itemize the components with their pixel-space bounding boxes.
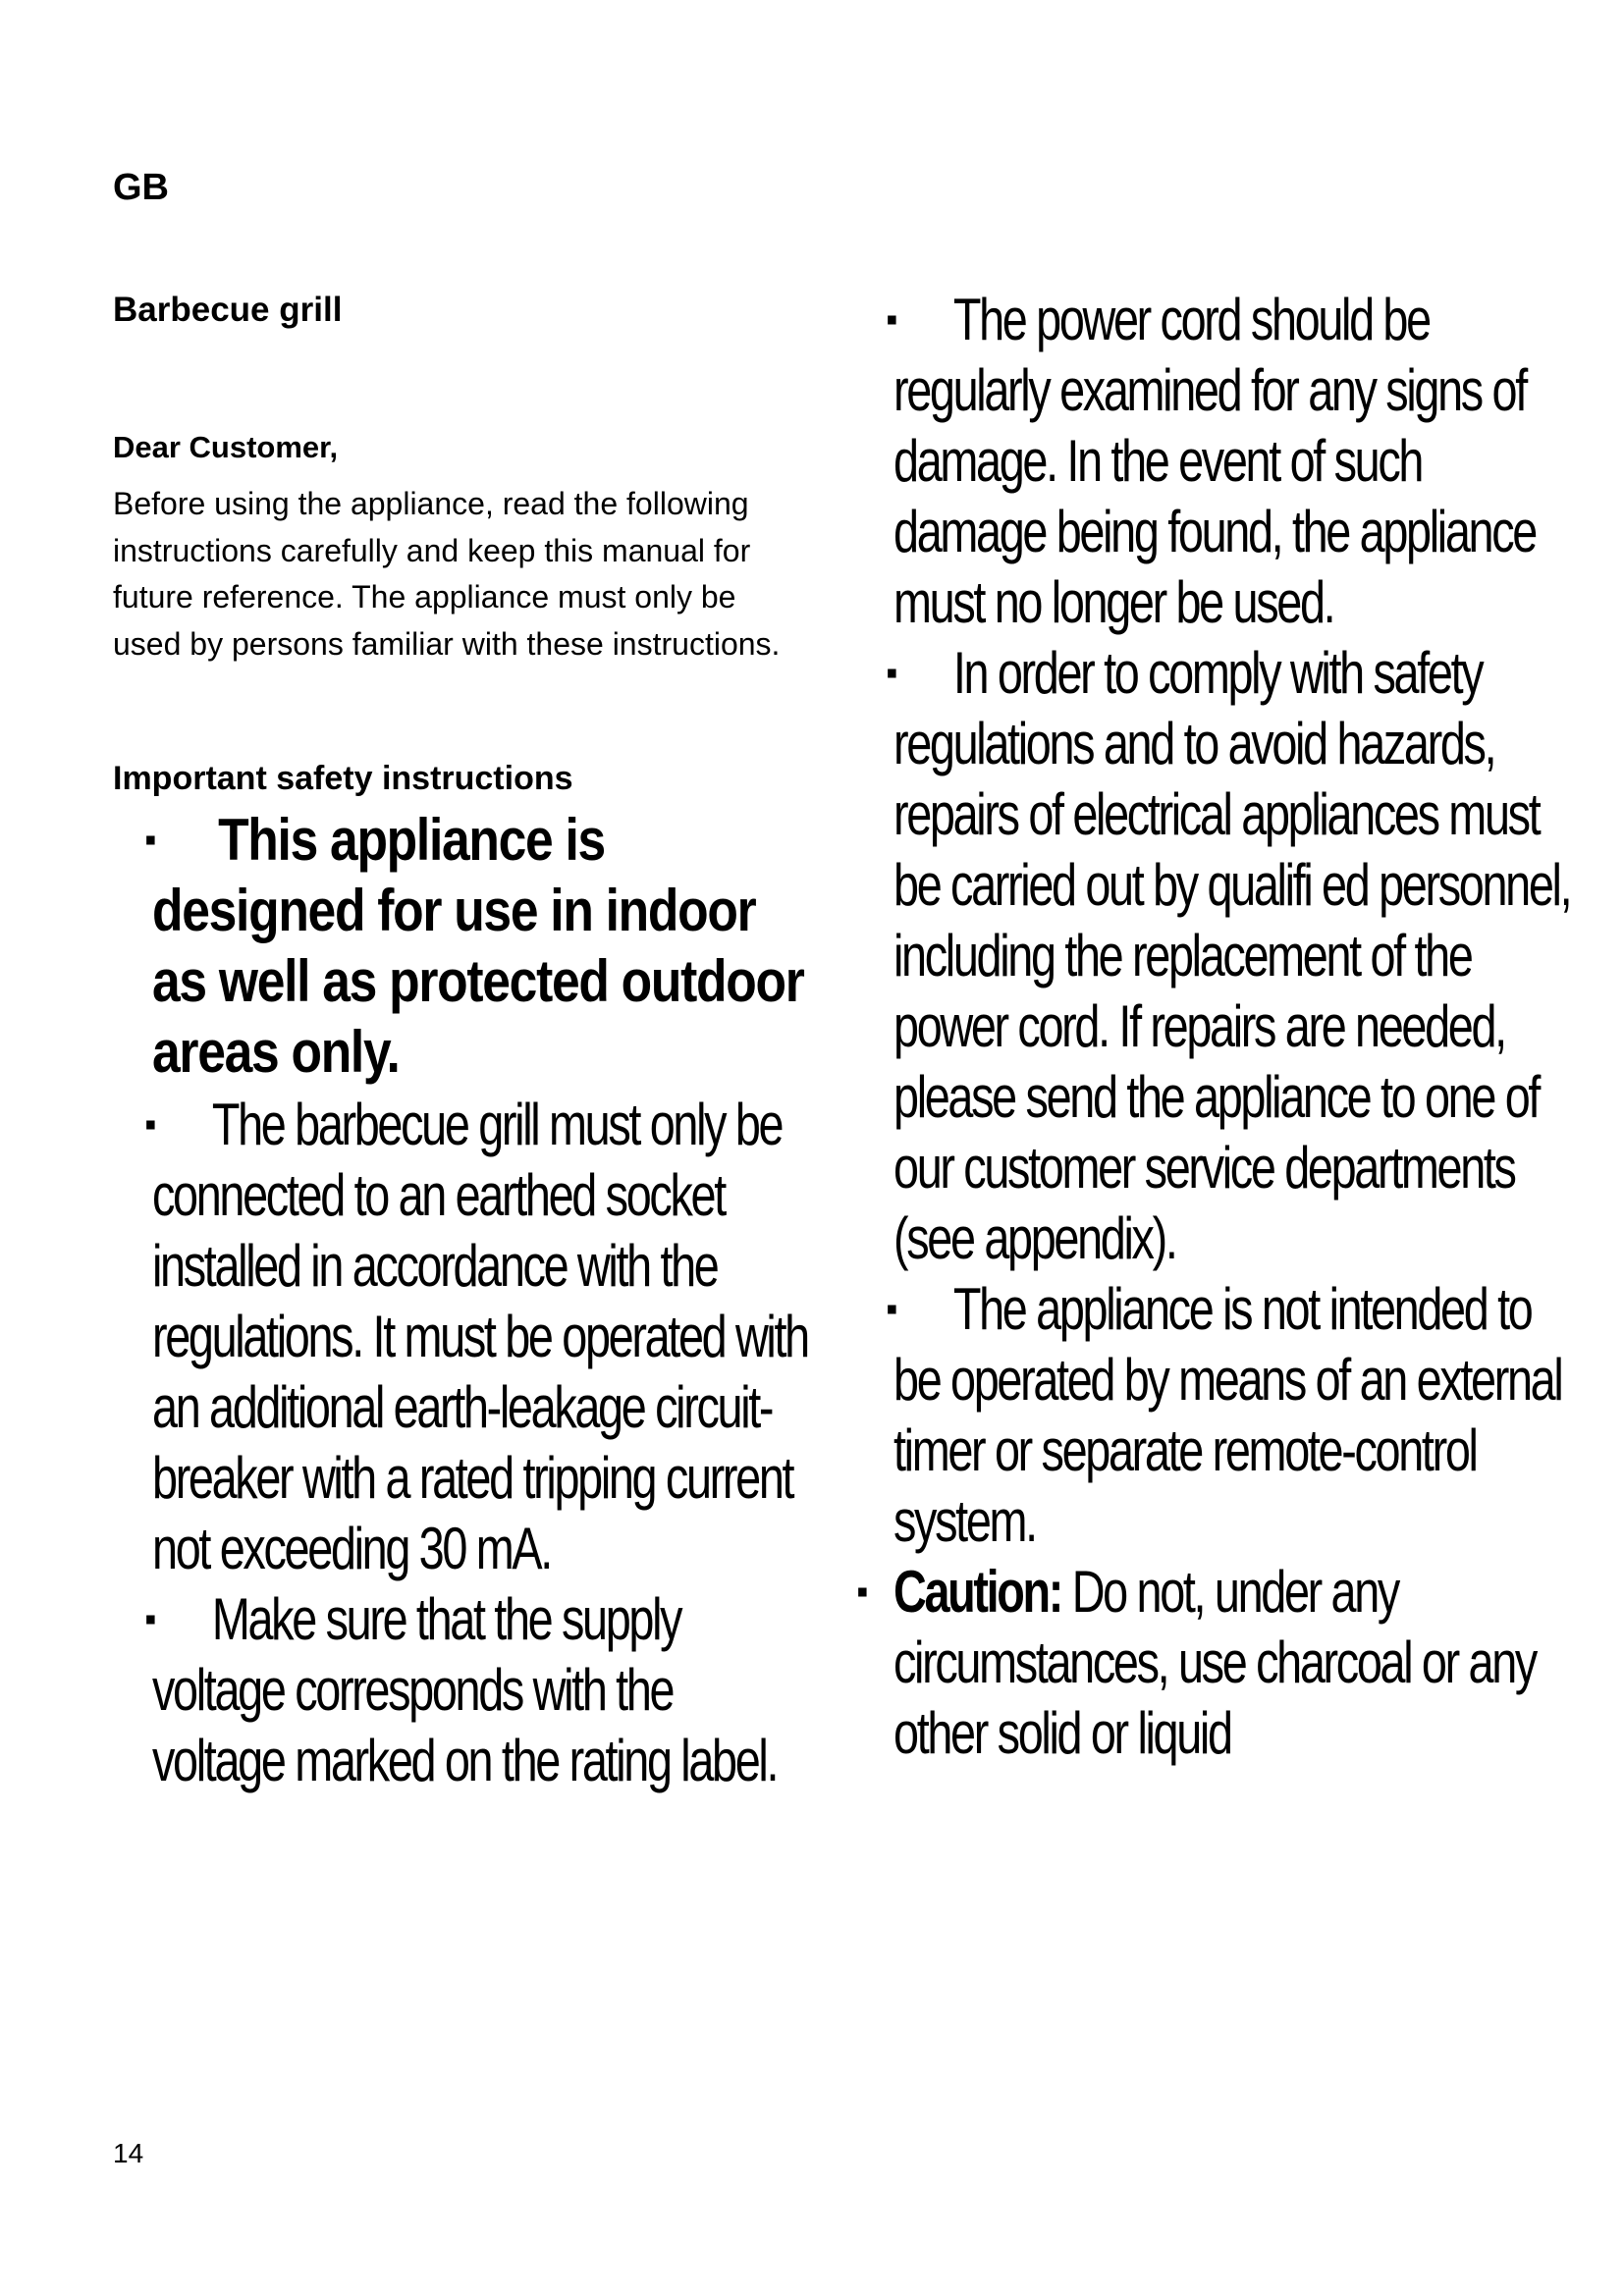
safety-item: [884, 285, 1581, 638]
bullet-icon: ·: [142, 1092, 162, 1157]
language-code: GB: [113, 167, 169, 208]
safety-item-text: Do not, under any circumstances, use charcoal or any other solid or liquid: [893, 1559, 1536, 1766]
bullet-icon: ·: [884, 287, 903, 352]
safety-item-text: The appliance is not intended to be operated by means of an external timer or separate remote-control system.: [893, 1276, 1562, 1554]
bullet-icon: ·: [884, 640, 903, 706]
safety-column-left: [142, 805, 810, 1796]
page-title: Barbecue grill: [113, 291, 343, 329]
safety-item-text: In order to comply with safety regulations and to avoid hazards, repairs of electrical appliances must be carried out by qualifi ed personnel, including the replacement of the power cord. If repairs are needed, please send the appliance to one of our customer service departments (see appendix).: [893, 640, 1571, 1271]
bullet-icon: ·: [854, 1559, 874, 1625]
safety-item: [142, 805, 810, 1088]
safety-item: [884, 1274, 1581, 1557]
safety-column-right: [854, 285, 1581, 1769]
safety-item-text: This appliance is designed for use in indoor as well as protected outdoor areas only.: [152, 807, 804, 1085]
caution-label: Caution:: [893, 1559, 1062, 1625]
intro-paragraph: Before using the appliance, read the following instructions carefully and keep this manual for future reference. The appliance must only be used by persons familiar with these instructions.: [113, 486, 781, 662]
bullet-icon: ·: [142, 807, 162, 873]
safety-item-text: Make sure that the supply voltage corresponds with the voltage marked on the rating label.: [152, 1586, 778, 1793]
safety-item: [884, 638, 1581, 1274]
bullet-icon: ·: [884, 1276, 903, 1342]
greeting: Dear Customer,: [113, 430, 339, 464]
safety-item: [142, 1584, 810, 1796]
safety-item-text: The barbecue grill must only be connected to an earthed socket installed in accordance with the regulations. It must be operated with an additional earth-leakage circuit-breaker with a rated tripping current not exceeding 30 mA.: [152, 1092, 808, 1581]
safety-item-caution: [854, 1557, 1581, 1769]
page-number: 14: [113, 2138, 144, 2168]
safety-item: [142, 1090, 810, 1584]
safety-item-text: The power cord should be regularly examined for any signs of damage. In the event of such damage being found, the appliance must no longer be used.: [893, 287, 1536, 635]
bullet-icon: ·: [142, 1586, 162, 1652]
safety-heading: Important safety instructions: [113, 760, 573, 797]
